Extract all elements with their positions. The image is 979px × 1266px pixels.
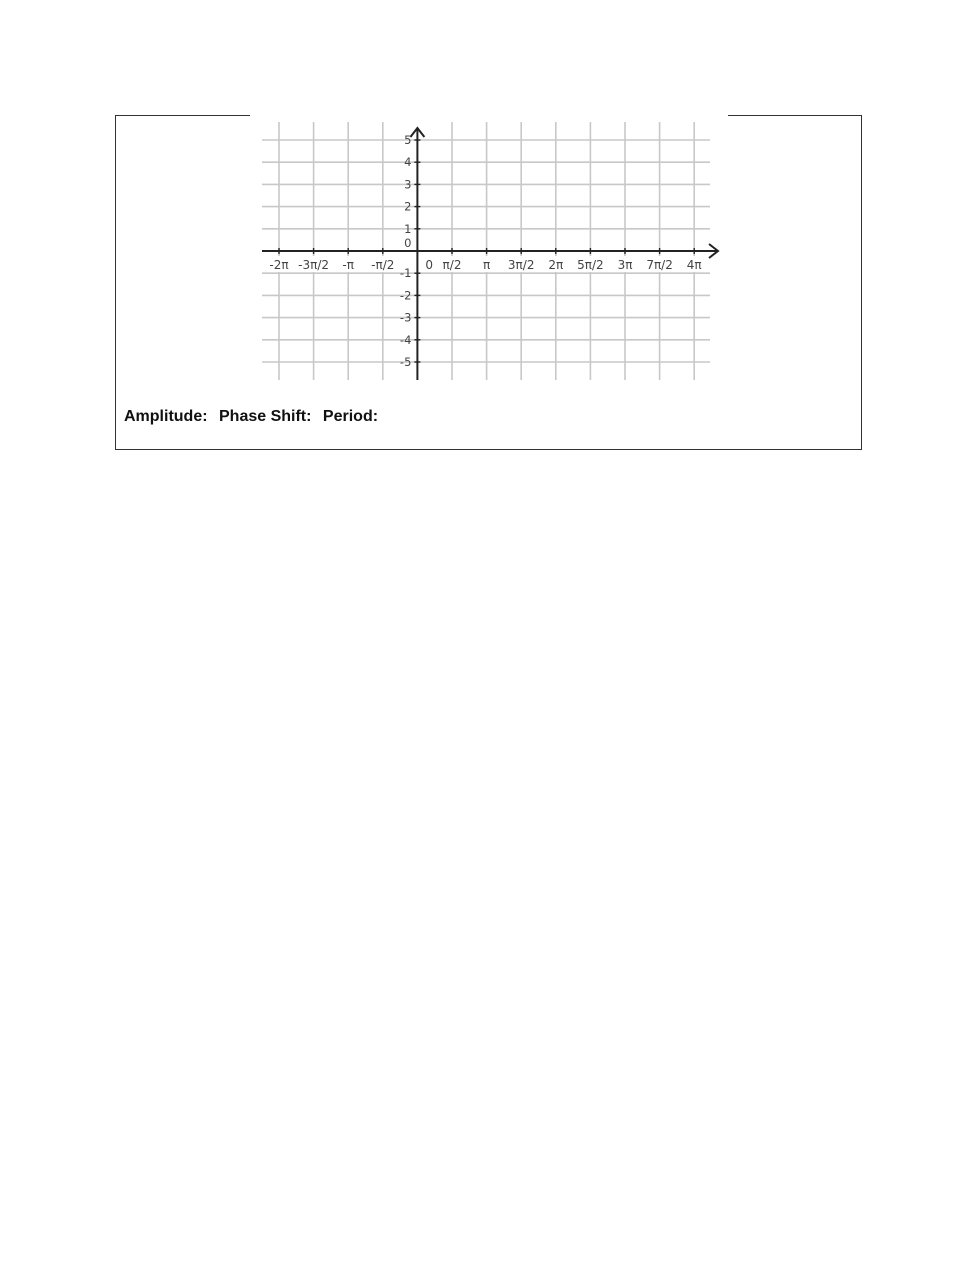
y-tick-label: 0 — [404, 236, 412, 250]
coordinate-grid-svg — [250, 108, 728, 388]
x-tick-label: 3π/2 — [507, 258, 535, 272]
y-tick-label: -3 — [399, 310, 412, 325]
y-tick-label: -2 — [399, 288, 412, 303]
y-tick-label: 4 — [404, 155, 412, 170]
x-tick-label: 2π — [548, 258, 564, 272]
phase-shift-label: Phase Shift: — [219, 408, 312, 425]
x-tick-label: 0 — [425, 258, 434, 272]
y-tick-label: -5 — [399, 355, 412, 369]
x-tick-label: -3π/2 — [298, 258, 330, 272]
x-tick-label: 3π — [617, 258, 633, 272]
x-tick-label: π — [482, 258, 491, 272]
y-tick-label: 3 — [404, 177, 412, 192]
x-tick-label: 4π — [686, 258, 702, 272]
x-tick-label: π/2 — [442, 258, 462, 272]
period-label: Period: — [322, 408, 379, 425]
y-tick-label: 2 — [404, 199, 412, 214]
x-tick-label: -π — [342, 258, 354, 272]
x-tick-label: -π/2 — [371, 258, 395, 272]
x-tick-label: -2π — [269, 258, 289, 272]
y-tick-label: -4 — [399, 332, 412, 347]
coordinate-grid — [250, 108, 728, 388]
answer-line — [124, 408, 854, 426]
x-tick-label: 5π/2 — [577, 258, 604, 272]
y-tick-label: 1 — [404, 221, 412, 236]
y-tick-label: 5 — [404, 133, 412, 147]
amplitude-label: Amplitude: — [124, 408, 208, 425]
y-tick-label: -1 — [399, 266, 412, 281]
axes — [262, 128, 718, 380]
x-tick-label: 7π/2 — [646, 258, 673, 272]
